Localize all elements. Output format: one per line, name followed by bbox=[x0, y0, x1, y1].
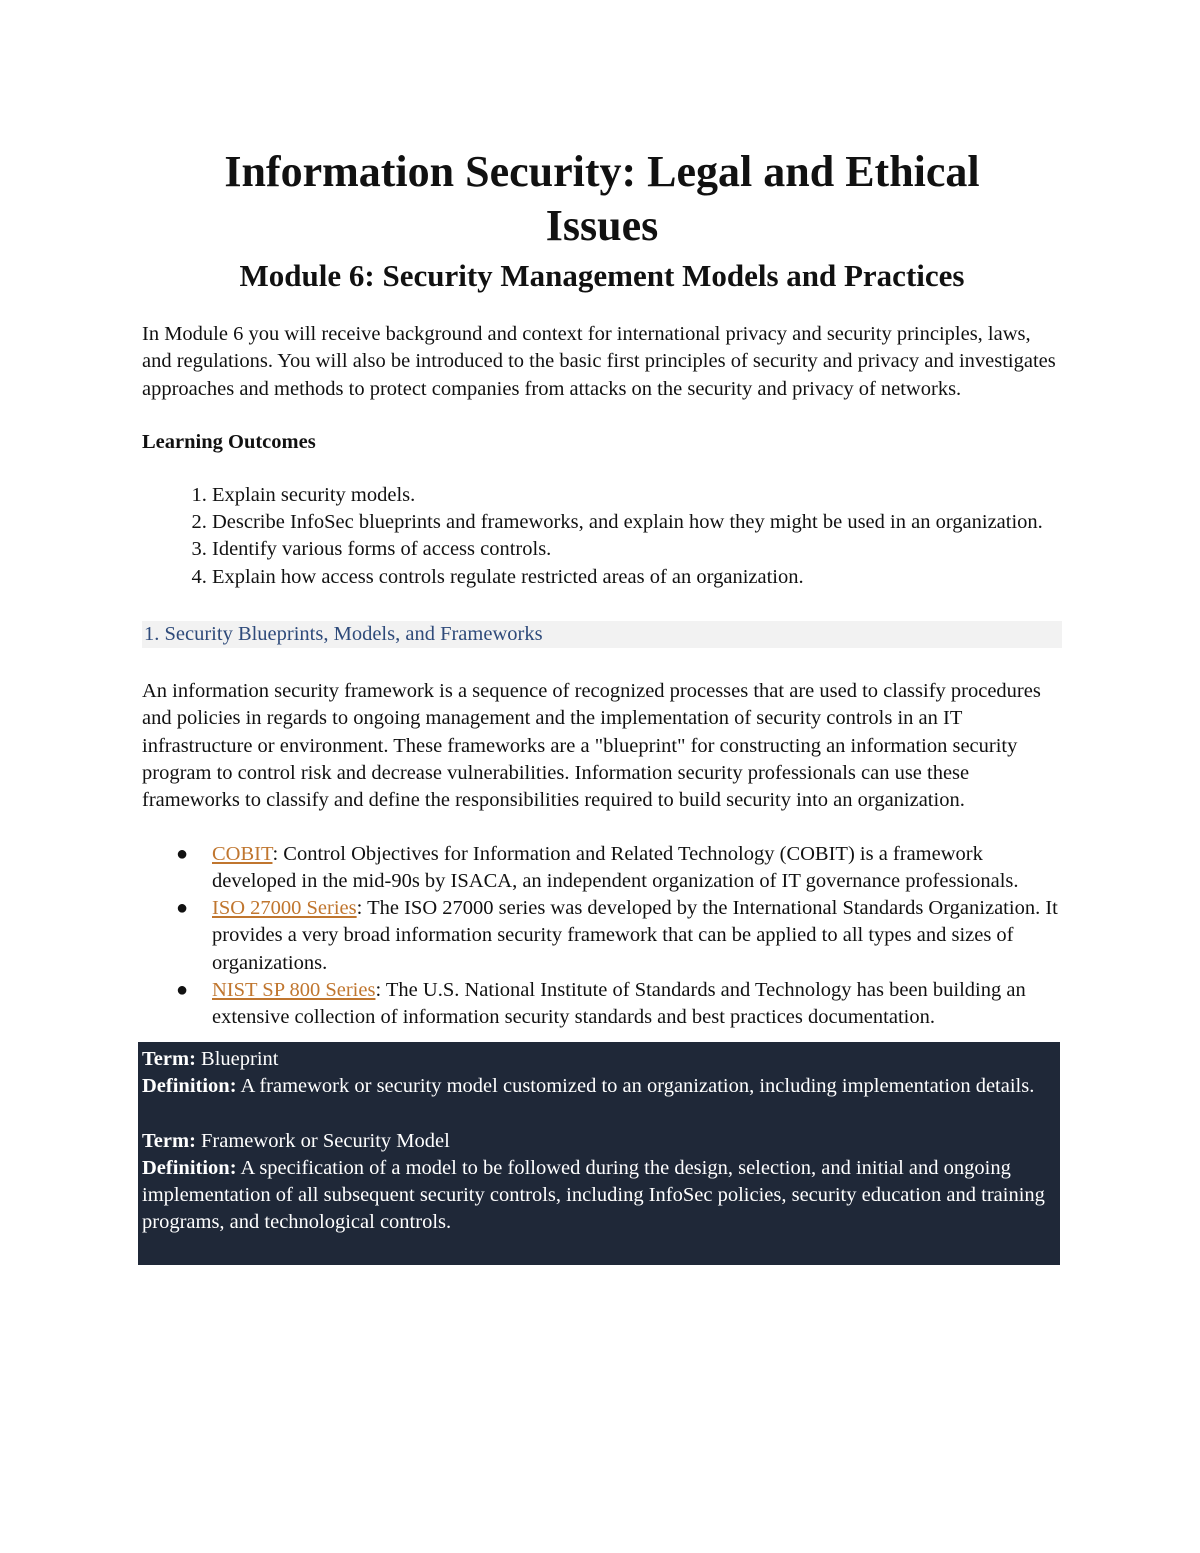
term-value: Framework or Security Model bbox=[201, 1129, 450, 1152]
module-subtitle: Module 6: Security Management Models and Practices bbox=[239, 258, 965, 293]
page-title: Information Security: Legal and Ethical Issues bbox=[224, 147, 980, 250]
framework-item bbox=[176, 841, 1062, 896]
term-line bbox=[142, 1128, 1058, 1155]
nist-sp-800-link[interactable]: NIST SP 800 Series bbox=[212, 979, 376, 1002]
frameworks-list bbox=[142, 841, 1062, 1032]
framework-description: : The U.S. National Institute of Standards and Technology has been building an extensive collection of information security standards and best practices documentation. bbox=[212, 979, 1026, 1029]
learning-outcomes-list bbox=[142, 482, 1062, 591]
framework-item bbox=[176, 977, 1062, 1032]
framework-description: : Control Objectives for Information and Related Technology (COBIT) is a framework developed in the mid-90s by ISACA, an independent organization of IT governance professionals. bbox=[212, 842, 1019, 892]
term-label: Term: bbox=[142, 1129, 196, 1152]
outcome-item: 1. Explain security models. bbox=[212, 482, 1062, 509]
term-line bbox=[142, 1046, 1058, 1073]
terms-box bbox=[138, 1042, 1060, 1265]
definition-line bbox=[142, 1073, 1058, 1100]
term-value: Blueprint bbox=[201, 1047, 279, 1070]
spacer bbox=[142, 1100, 1058, 1127]
definition-label: Definition: bbox=[142, 1074, 237, 1097]
framework-description: : The ISO 27000 series was developed by the International Standards Organization. It provides a very broad information security framework that can be applied to all types and sizes of organizations. bbox=[212, 897, 1058, 974]
cobit-link[interactable]: COBIT bbox=[212, 842, 273, 865]
iso-27000-link[interactable]: ISO 27000 Series bbox=[212, 897, 357, 920]
outcome-item: 2. Describe InfoSec blueprints and frameworks, and explain how they might be used in an organization. bbox=[212, 509, 1062, 536]
bullet-icon: ● bbox=[176, 979, 189, 1002]
section-heading: 1. Security Blueprints, Models, and Frameworks bbox=[142, 621, 1062, 648]
intro-paragraph: In Module 6 you will receive background and context for international privacy and security principles, laws, and regulations. You will also be introduced to the basic first principles of security and privacy and investigates approaches and methods to protect companies from attacks on the security and privacy of networks. bbox=[142, 323, 1056, 400]
definition-value: A specification of a model to be followed during the design, selection, and initial and ongoing implementation of all subsequent security controls, including InfoSec policies, security education and training programs, and technological controls. bbox=[142, 1156, 1045, 1234]
definition-line bbox=[142, 1155, 1058, 1237]
definition-value: A framework or security model customized to an organization, including implementation details. bbox=[240, 1074, 1035, 1097]
learning-outcomes-heading: Learning Outcomes bbox=[142, 430, 316, 453]
bullet-icon: ● bbox=[176, 842, 189, 865]
framework-paragraph: An information security framework is a sequence of recognized processes that are used to classify procedures and policies in regards to ongoing management and the implementation of security controls in an IT infrastructure or environment. These frameworks are a "blueprint" for constructing an information security program to control risk and decrease vulnerabilities. Information security professionals can use these frameworks to classify and define the responsibilities required to build security into an organization. bbox=[142, 680, 1041, 812]
term-label: Term: bbox=[142, 1047, 196, 1070]
outcome-item: 3. Identify various forms of access controls. bbox=[212, 536, 1062, 563]
definition-label: Definition: bbox=[142, 1156, 237, 1179]
outcome-item: 4. Explain how access controls regulate restricted areas of an organization. bbox=[212, 564, 1062, 591]
framework-item bbox=[176, 895, 1062, 977]
bullet-icon: ● bbox=[176, 897, 189, 920]
document-page bbox=[142, 145, 1062, 1265]
